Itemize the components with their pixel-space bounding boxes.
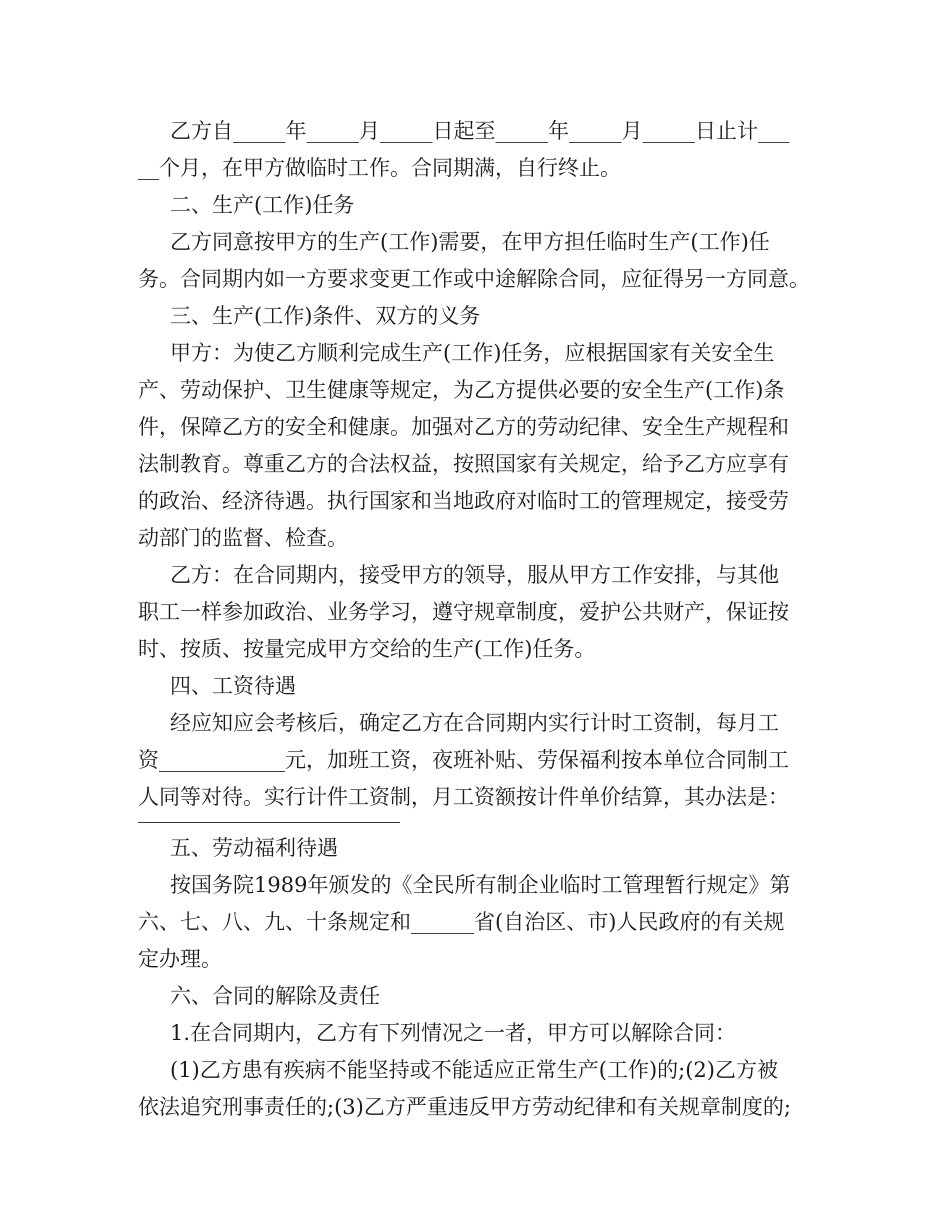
text-line: 乙方同意按甲方的生产(工作)需要，在甲方担任临时生产(工作)任 bbox=[170, 230, 770, 254]
section-heading: 五、劳动福利待遇 bbox=[170, 836, 338, 860]
text-line: 甲方：为使乙方顺利完成生产(工作)任务，应根据国家有关安全生 bbox=[170, 341, 775, 365]
text-line: 资____________元，加班工资，夜班补贴、劳保福利按本单位合同制工 bbox=[138, 748, 789, 772]
text-line: 1.在合同期内，乙方有下列情况之一者，甲方可以解除合同： bbox=[170, 1021, 737, 1045]
text-line: 依法追究刑事责任的;(3)乙方严重违反甲方劳动纪律和有关规章制度的; bbox=[138, 1095, 791, 1119]
text-line: 件，保障乙方的安全和健康。加强对乙方的劳动纪律、安全生产规程和 bbox=[138, 415, 789, 439]
text-line: 六、七、八、九、十条规定和______省(自治区、市)人民政府的有关规 bbox=[138, 910, 785, 934]
text-line: 职工一样参加政治、业务学习，遵守规章制度，爱护公共财产，保证按 bbox=[138, 600, 789, 624]
text-line: __个月，在甲方做临时工作。合同期满，自行终止。 bbox=[138, 156, 621, 180]
text-line: 产、劳动保护、卫生健康等规定，为乙方提供必要的安全生产(工作)条 bbox=[138, 378, 785, 402]
text-line: 动部门的监督、检查。 bbox=[138, 526, 348, 550]
text-line: 的政治、经济待遇。执行国家和当地政府对临时工的管理规定，接受劳 bbox=[138, 489, 789, 513]
section-heading: 二、生产(工作)任务 bbox=[170, 193, 355, 217]
section-heading: 三、生产(工作)条件、双方的义务 bbox=[170, 304, 481, 328]
text-line: 乙方：在合同期内，接受甲方的领导，服从甲方工作安排，与其他 bbox=[170, 563, 779, 587]
text-line: 经应知应会考核后，确定乙方在合同期内实行计时工资制，每月工 bbox=[170, 711, 779, 735]
text-line: 人同等对待。实行计件工资制，月工资额按计件单价结算，其办法是： bbox=[138, 785, 789, 809]
text-line: 务。合同期内如一方要求变更工作或中途解除合同，应征得另一方同意。 bbox=[138, 267, 810, 291]
text-line: 时、按质、按量完成甲方交给的生产(工作)任务。 bbox=[138, 637, 596, 661]
text-line: 按国务院1989年颁发的《全民所有制企业临时工管理暂行规定》第 bbox=[170, 873, 791, 897]
text-line: (1)乙方患有疾病不能坚持或不能适应正常生产(工作)的;(2)乙方被 bbox=[170, 1058, 778, 1082]
text-line: 乙方自_____年_____月_____日起至_____年_____月_____日止计___ bbox=[170, 119, 790, 143]
section-heading: 四、工资待遇 bbox=[170, 674, 296, 698]
text-line: 法制教育。尊重乙方的合法权益，按照国家有关规定，给予乙方应享有 bbox=[138, 452, 789, 476]
text-line: 定办理。 bbox=[138, 947, 222, 971]
section-heading: 六、合同的解除及责任 bbox=[170, 984, 380, 1008]
blank-underline bbox=[138, 822, 400, 823]
